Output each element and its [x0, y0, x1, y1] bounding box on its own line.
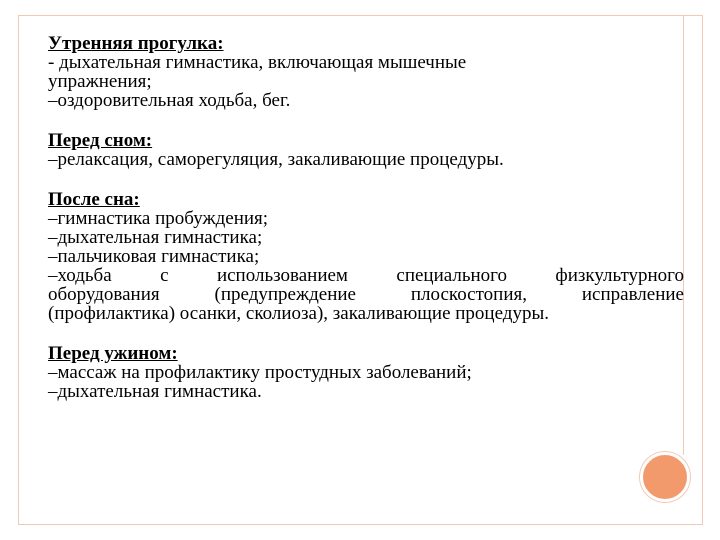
list-item: –ходьба с использованием специального физкультурного	[48, 265, 684, 286]
section-morning-walk	[48, 34, 684, 110]
list-item: –дыхательная гимнастика.	[48, 381, 262, 402]
list-item: –пальчиковая гимнастика;	[48, 246, 260, 267]
list-item: –дыхательная гимнастика;	[48, 227, 263, 248]
list-item: - дыхательная гимнастика, включающая мышечные	[48, 52, 467, 73]
list-item: –оздоровительная ходьба, бег.	[48, 90, 291, 111]
section-heading: Перед ужином:	[48, 343, 178, 364]
decorative-circle	[640, 452, 690, 502]
list-item: –релаксация, саморегуляция, закаливающие процедуры.	[48, 149, 504, 170]
section-after-sleep	[48, 190, 684, 323]
list-item: –гимнастика пробуждения;	[48, 208, 269, 229]
list-item: (профилактика) осанки, сколиоза), закаливающие процедуры.	[48, 303, 549, 324]
slide-content	[48, 34, 684, 422]
section-heading: После сна:	[48, 189, 140, 210]
list-item: –массаж на профилактику простудных заболеваний;	[48, 362, 472, 383]
section-before-dinner	[48, 344, 684, 401]
list-item: оборудования (предупреждение плоскостопия, исправление	[48, 284, 684, 305]
section-heading: Перед сном:	[48, 130, 153, 151]
section-before-sleep	[48, 131, 684, 169]
section-heading: Утренняя прогулка:	[48, 33, 224, 54]
list-item: упражнения;	[48, 71, 152, 92]
